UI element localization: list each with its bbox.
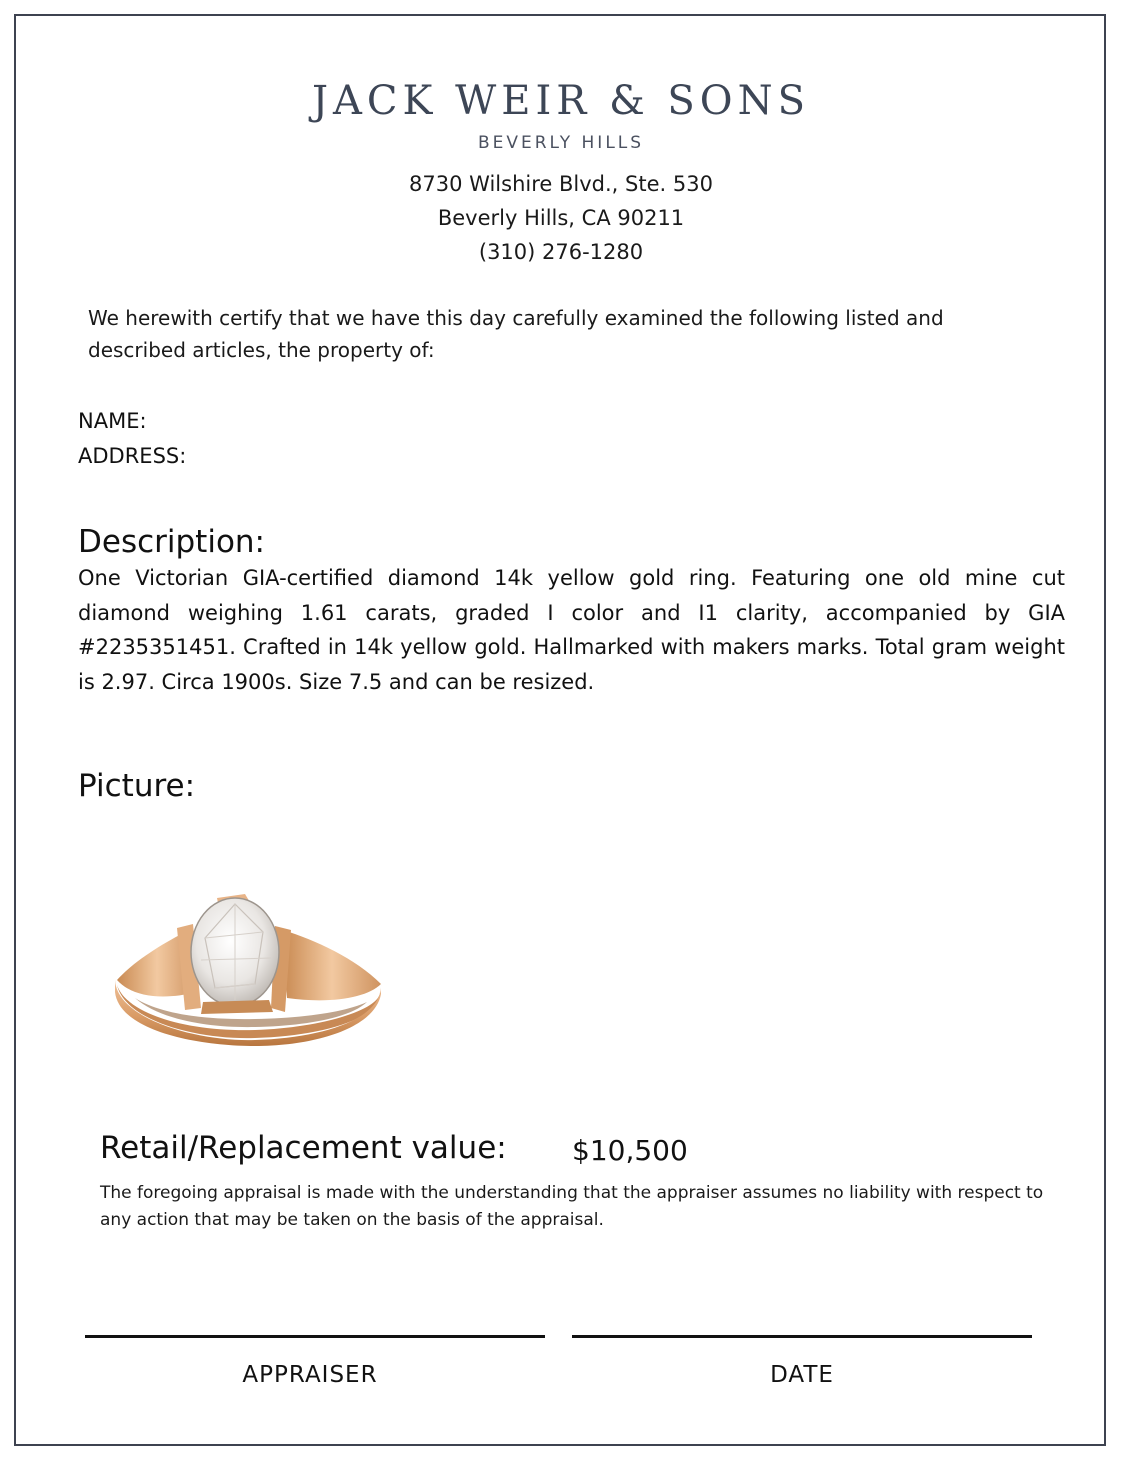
address-line-2: Beverly Hills, CA 90211	[437, 206, 685, 230]
description-text: One Victorian GIA-certified diamond 14k yellow gold ring. Featuring one old mine cut diamond weighing 1.61 carats, graded I color and I1 clarity, accompanied by GIA #2235351451. Crafted in 14k yellow gold. Hallmarked with makers marks. Total gram weight is 2.97. Circa 1900s. Size 7.5 and can be resized.	[78, 566, 1065, 694]
address-line-1: 8730 Wilshire Blvd., Ste. 530	[409, 172, 713, 196]
appraisal-disclaimer: The foregoing appraisal is made with the understanding that the appraiser assumes no liability with respect to any action that may be taken on the basis of the appraisal.	[100, 1183, 1044, 1230]
value-amount: $10,500	[572, 1134, 688, 1167]
address-label: ADDRESS:	[78, 444, 187, 468]
appraiser-label: APPRAISER	[242, 1362, 378, 1388]
brand-subtitle: BEVERLY HILLS	[477, 133, 645, 153]
value-label: Retail/Replacement value:	[100, 1130, 507, 1166]
date-signature-line	[572, 1335, 1032, 1338]
brand-name: JACK WEIR & SONS	[312, 78, 810, 124]
picture-heading: Picture:	[78, 768, 196, 804]
appraiser-signature-line	[85, 1335, 545, 1338]
description-heading: Description:	[78, 524, 265, 560]
certification-intro: We herewith certify that we have this day carefully examined the following listed and described articles, the property of:	[88, 306, 944, 362]
gold-diamond-ring-image	[105, 880, 395, 1055]
name-label: NAME:	[78, 409, 147, 433]
phone-number: (310) 276-1280	[478, 240, 644, 264]
date-label: DATE	[770, 1362, 834, 1388]
